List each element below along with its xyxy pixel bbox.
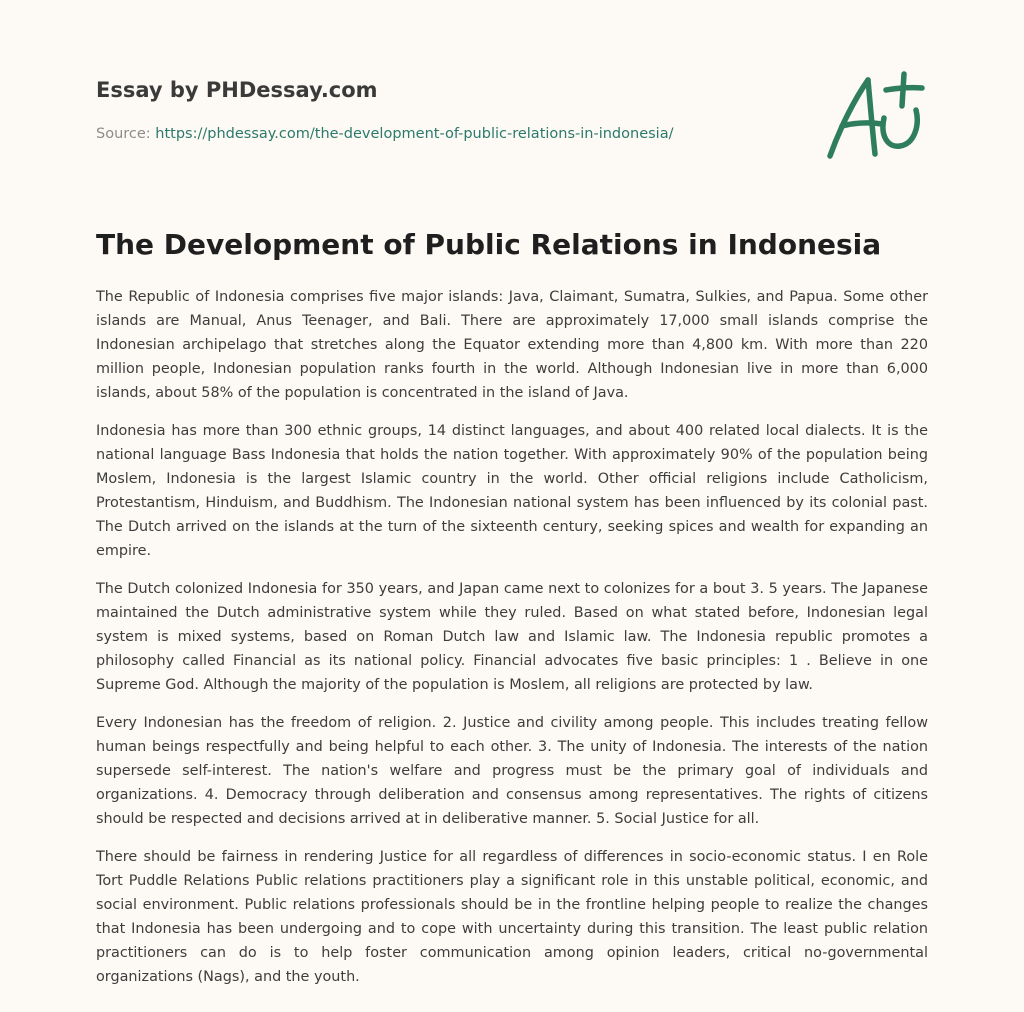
essay-paragraph: The Dutch colonized Indonesia for 350 years, and Japan came next to colonizes for a bout 3. 5 years. The Japanese maintained the Dutch administrative system while they ruled. Based on what stated before, Indonesian legal system is mixed systems, based on Roman Dutch law and Islamic law. The Indonesia republic promotes a philosophy called Financial as its national policy. Financial advocates five basic principles: 1 . Believe in one Supreme God. Although the majority of the population is Moslem, all religions are protected by law. bbox=[96, 581, 928, 693]
essay-paragraph: There should be fairness in rendering Justice for all regardless of differences in socio-economic status. I en Role Tort Puddle Relations Public relations practitioners play a significant role in this unstable political, economic, and social environment. Public relations professionals should be in the frontline helping people to realize the changes that Indonesia has been undergoing and to cope with uncertainty during this transition. The least public relation practitioners can do is to help foster communication among opinion leaders, critical no-governmental organizations (Nags), and the youth. bbox=[96, 849, 928, 985]
essay-paragraph: The Republic of Indonesia comprises five major islands: Java, Claimant, Sumatra, Sulkies, and Papua. Some other islands are Manual, Anus Teenager, and Bali. There are approximately 17,000 small islands comprise the Indonesian archipelago that stretches along the Equator extending more than 4,800 km. With more than 220 million people, Indonesian population ranks fourth in the world. Although Indonesian live in more than 6,000 islands, about 58% of the population is concentrated in the island of Java. bbox=[96, 289, 928, 401]
page-header bbox=[96, 76, 796, 144]
source-label: Source: bbox=[96, 126, 151, 142]
essay-body bbox=[96, 285, 928, 1003]
source-line bbox=[96, 124, 796, 144]
essay-title: The Development of Public Relations in Indonesia bbox=[96, 228, 882, 261]
a-plus-logo-icon bbox=[820, 66, 930, 166]
essay-paragraph: Indonesia has more than 300 ethnic groups, 14 distinct languages, and about 400 related local dialects. It is the national language Bass Indonesia that holds the nation together. With approximately 90% of the population being Moslem, Indonesia is the largest Islamic country in the world. Other official religions include Catholicism, Protestantism, Hinduism, and Buddhism. The Indonesian national system has been influenced by its colonial past. The Dutch arrived on the islands at the turn of the sixteenth century, seeking spices and wealth for expanding an empire. bbox=[96, 423, 928, 559]
source-link[interactable]: https://phdessay.com/the-development-of-public-relations-in-indonesia/ bbox=[155, 126, 674, 142]
essay-paragraph: Every Indonesian has the freedom of religion. 2. Justice and civility among people. This includes treating fellow human beings respectfully and being helpful to each other. 3. The unity of Indonesia. The interests of the nation supersede self-interest. The nation's welfare and progress must be the primary goal of individuals and organizations. 4. Democracy through deliberation and consensus among representatives. The rights of citizens should be respected and decisions arrived at in deliberative manner. 5. Social Justice for all. bbox=[96, 715, 928, 827]
site-title: Essay by PHDessay.com bbox=[96, 78, 378, 102]
